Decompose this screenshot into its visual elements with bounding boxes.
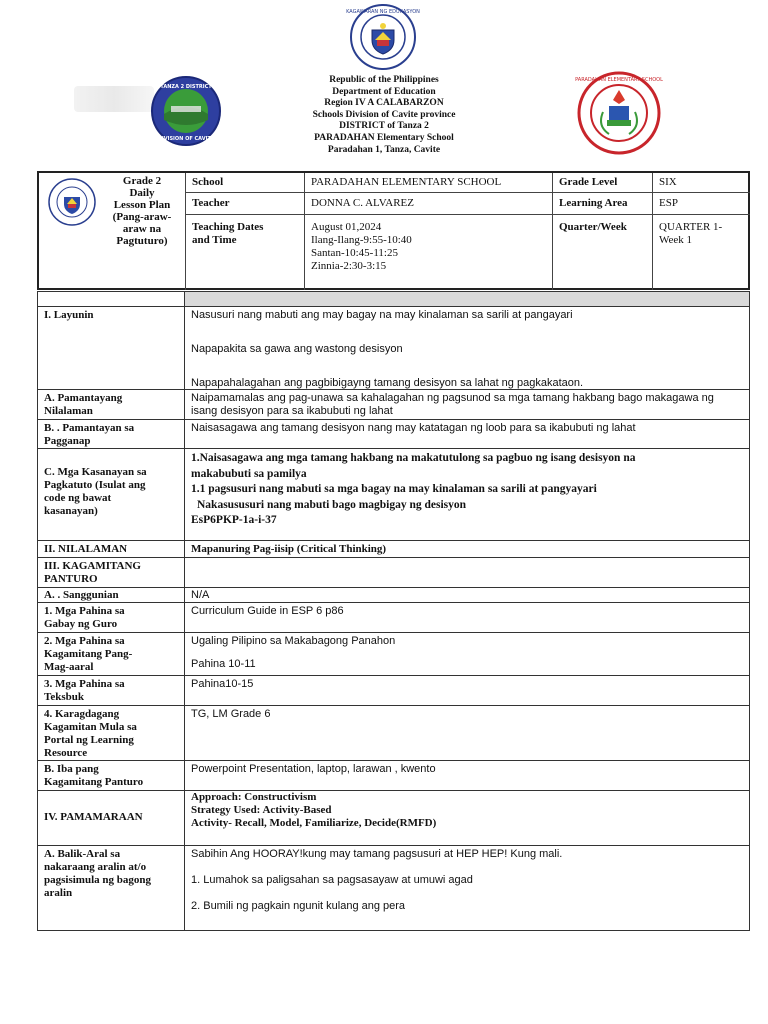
row-label (38, 390, 185, 419)
label-line: 3. Mga Pahina sa (44, 678, 125, 690)
quarter-line: QUARTER 1- (659, 221, 723, 233)
label-line: pagsisimula ng bagong (44, 874, 151, 886)
row-teksbuk (38, 675, 749, 705)
spacer-left (38, 292, 185, 306)
header-address (0, 75, 768, 156)
dates-value (311, 221, 412, 273)
row-pang-mag-aaral (38, 632, 749, 675)
grade-level-value: SIX (659, 176, 677, 188)
row-label: IV. PAMAMARAAN (38, 791, 185, 845)
quarter-label: Quarter/Week (559, 221, 627, 233)
header-line: Region IV A CALABARZON (324, 98, 444, 109)
row-label (38, 846, 185, 931)
label-line: Kagamitan Mula sa (44, 721, 137, 733)
label-line: 1. Mga Pahina sa (44, 605, 125, 617)
row-pamantayang-nilalaman (38, 389, 749, 419)
divider (185, 173, 186, 290)
teacher-value: DONNA C. ALVAREZ (311, 197, 414, 209)
grade-label-line: Lesson Plan (113, 199, 171, 211)
row-label (38, 676, 185, 705)
label-line: 2. Mga Pahina sa (44, 635, 125, 647)
header-line: PARADAHAN Elementary School (314, 132, 454, 143)
quarter-line: Week 1 (659, 234, 693, 246)
row-kasanayan (38, 448, 749, 540)
divider (185, 214, 750, 215)
text-line: Activity- Recall, Model, Familiarize, Decide(RMFD) (191, 817, 437, 829)
dates-line: Santan-10:45-11:25 (311, 247, 398, 259)
spacer-right (185, 292, 749, 306)
row-content (185, 420, 749, 448)
text-line: EsP6PKP-1a-i-37 (191, 514, 277, 526)
label-line: III. KAGAMITANG (44, 560, 141, 572)
school-label: School (192, 176, 224, 188)
label-line: Nilalaman (44, 405, 93, 417)
row-content (185, 633, 749, 675)
row-content (185, 449, 749, 540)
text-line: makabubuti sa pamilya (191, 467, 307, 480)
grade-label-line: Daily (129, 187, 155, 199)
school-value: PARADAHAN ELEMENTARY SCHOOL (311, 176, 502, 188)
svg-text:DIVISION OF CAVITE: DIVISION OF CAVITE (157, 136, 215, 142)
text-line: Naipamamalas ang pag-unawa sa kahalagahan ng pagsunod sa mga tamang hakbang bago makagawa ng (191, 392, 714, 404)
learning-area-value: ESP (659, 197, 678, 209)
quarter-value (659, 221, 722, 247)
row-iba-pang-kagamitan (38, 760, 749, 790)
label-line: nakaraang aralin at/o (44, 861, 147, 873)
row-label (38, 633, 185, 675)
dates-line: Ilang-Ilang-9:55-10:40 (311, 234, 412, 246)
row-nilalaman (38, 540, 749, 557)
row-label (38, 761, 185, 790)
svg-text:PARADAHAN ELEMENTARY SCHOOL: PARADAHAN ELEMENTARY SCHOOL (575, 77, 663, 83)
label-line: B. . Pamantayan sa (44, 422, 135, 434)
label-line: kasanayan) (44, 505, 98, 517)
row-content: TG, LM Grade 6 (191, 708, 271, 720)
row-content (185, 390, 749, 419)
divider (552, 173, 553, 290)
row-label (38, 449, 185, 540)
text-line: isang desisyon para sa ikabubuti ng lahat (191, 405, 393, 417)
row-label (38, 603, 185, 632)
text-line: Sabihin Ang HOORAY!kung may tamang pagsusuri at HEP HEP! Kung mali. (191, 848, 563, 860)
lesson-table (37, 291, 750, 931)
row-balik-aral (38, 845, 749, 931)
row-content: Powerpoint Presentation, laptop, larawan , kwento (191, 763, 436, 775)
row-content: Curriculum Guide in ESP 6 p86 (191, 605, 344, 617)
text-line: 2. Bumili ng pagkain ngunit kulang ang pera (191, 900, 406, 912)
label-line: B. Iba pang (44, 763, 99, 775)
row-content (185, 307, 749, 389)
label-line: Teksbuk (44, 691, 84, 703)
dates-label-line: and Time (192, 234, 237, 246)
text-line: Ugaling Pilipino sa Makabagong Panahon (191, 635, 396, 647)
row-label: A. . Sanggunian (38, 588, 185, 602)
divider (652, 173, 653, 290)
header-line: Paradahan 1, Tanza, Cavite (327, 144, 441, 155)
grade-label (99, 175, 185, 247)
dates-label-line: Teaching Dates (192, 221, 264, 233)
row-label: II. NILALAMAN (38, 541, 185, 557)
label-line: Pagganap (44, 435, 91, 447)
svg-text:KAGAWARAN NG EDUKASYON: KAGAWARAN NG EDUKASYON (346, 9, 420, 15)
grade-level-label: Grade Level (559, 176, 618, 188)
dates-line: August 01,2024 (311, 221, 382, 233)
text-line: Approach: Constructivism (191, 791, 317, 803)
label-line: aralin (44, 887, 73, 899)
header-line: DISTRICT of Tanza 2 (339, 121, 429, 132)
label-line: A. Balik-Aral sa (44, 848, 121, 860)
deped-mini-seal (48, 178, 96, 226)
row-sanggunian (38, 587, 749, 602)
label-line: C. Mga Kasanayan sa (44, 466, 147, 478)
label-line: Mag-aaral (44, 661, 94, 673)
header-line: Republic of the Philippines (329, 75, 439, 85)
row-label (38, 558, 185, 587)
label-line: Resource (44, 747, 88, 759)
divider (185, 192, 750, 193)
row-layunin (38, 306, 749, 389)
label-line: Gabay ng Guro (44, 618, 118, 630)
row-content (185, 791, 749, 845)
row-kagamitang-panturo (38, 557, 749, 587)
row-pamantayan-pagganap (38, 419, 749, 448)
text-line: 1.1 pagsusuri nang mabuti sa mga bagay na may kinalaman sa sarili at pangyayari (191, 483, 597, 495)
label-line: A. Pamantayang (44, 392, 123, 404)
grade-label-line: (Pang-araw- (112, 211, 172, 223)
row-content (185, 846, 749, 931)
dates-line: Zinnia-2:30-3:15 (311, 260, 387, 272)
info-table (37, 171, 750, 290)
spacer-row (38, 292, 749, 306)
text-line: Napapahalagahan ang pagbibigayng tamang desisyon sa lahat ng pagkakataon. (191, 377, 584, 389)
row-content: Mapanuring Pag-iisip (Critical Thinking) (191, 543, 387, 555)
divider (304, 173, 305, 290)
label-line: Pagkatuto (Isulat ang (44, 479, 146, 491)
text-line: 1.Naisasagawa ang mga tamang hakbang na makatutulong sa pagbuo ng isang desisyon na (191, 452, 636, 464)
text-line: Pahina 10-11 (191, 658, 256, 670)
learning-area-label: Learning Area (559, 197, 628, 209)
text-line: Naisasagawa ang tamang desisyon nang may katatagan ng loob para sa ikabubuti ng lahat (191, 422, 636, 434)
label-line: 4. Karagdagang (44, 708, 120, 720)
grade-label-line: araw na Pagtuturo) (116, 223, 168, 247)
header-line: Department of Education (332, 86, 436, 97)
header-line: Schools Division of Cavite province (312, 109, 456, 120)
label-line: code ng bawat (44, 492, 112, 504)
text-line: 1. Lumahok sa paligsahan sa pagsasayaw at umuwi agad (191, 874, 473, 886)
row-content (185, 558, 749, 587)
row-label: I. Layunin (38, 307, 185, 389)
row-pamamaraan (38, 790, 749, 845)
row-gabay-guro (38, 602, 749, 632)
row-label (38, 706, 185, 760)
row-label (38, 420, 185, 448)
row-content: N/A (191, 589, 210, 601)
teacher-label: Teacher (192, 197, 230, 209)
text-line: Strategy Used: Activity-Based (191, 804, 332, 816)
label-line: PANTURO (44, 573, 98, 585)
dates-label (192, 221, 263, 247)
text-line: Nakasususuri nang mabuti bago magbigay ng desisyon (197, 498, 467, 511)
text-line: Napapakita sa gawa ang wastong desisyon (191, 343, 403, 355)
label-line: Kagamitang Pang- (44, 648, 133, 660)
row-content: Pahina10-15 (191, 678, 254, 690)
grade-label-line: Grade 2 (122, 175, 162, 187)
label-line: Portal ng Learning (44, 734, 134, 746)
text-line: Nasusuri nang mabuti ang may bagay na may kinalaman sa sarili at pangayari (191, 309, 573, 321)
deped-seal (346, 4, 420, 70)
row-karagdagang-kagamitan (38, 705, 749, 760)
svg-text:TANZA 2 DISTRICT: TANZA 2 DISTRICT (160, 84, 212, 90)
label-line: Kagamitang Panturo (44, 776, 144, 788)
